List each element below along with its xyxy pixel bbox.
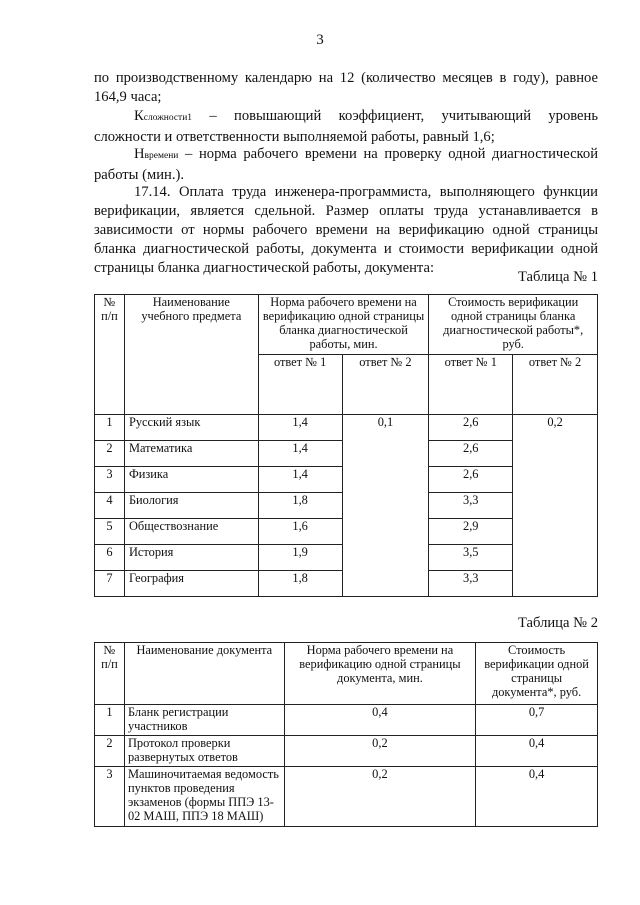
t1-r6-cost1: 3,5: [429, 545, 513, 571]
t1-r6-subject: История: [124, 545, 258, 571]
k-description: – повышающий коэффициент, учитывающий уровень сложности и ответственности выполняемой работы, равный 1,6;: [94, 108, 598, 145]
t1-r5-subject: Обществознание: [124, 519, 258, 545]
paragraph-k-coefficient: [94, 107, 598, 147]
t1-r2-norm1: 1,4: [258, 441, 342, 467]
t1-header-num: № п/п: [95, 295, 125, 415]
t2-r2-cost: 0,4: [476, 736, 598, 767]
page-number: 3: [316, 32, 324, 48]
t1-r4-cost1: 3,3: [429, 493, 513, 519]
paragraph-n-norm: [94, 145, 598, 185]
t2-header-doc: Наименование документа: [124, 643, 284, 705]
table-2: [94, 642, 598, 827]
t1-r6-num: 6: [95, 545, 125, 571]
t2-r2-num: 2: [95, 736, 125, 767]
n-symbol: Н: [134, 146, 145, 162]
t1-norm-ans2: 0,1: [342, 415, 429, 597]
t1-r5-cost1: 2,9: [429, 519, 513, 545]
t1-header-ans1-cost: ответ № 1: [429, 355, 513, 415]
t1-r7-subject: География: [124, 571, 258, 597]
p-17-14-text: 17.14. Оплата труда инженера-программиста, выполняющего функции верификации, является сдельной. Размер оплаты труда устанавливается в зависимости от нормы рабочего времени на верификацию одной страницы бланка диагностической работы, документа и стоимости верификации одной страницы бланка диагностической работы, документа:: [94, 184, 598, 276]
t1-r7-norm1: 1,8: [258, 571, 342, 597]
t1-header-subject: Наименование учебного предмета: [124, 295, 258, 415]
t1-header-ans2-norm: ответ № 2: [342, 355, 429, 415]
k-symbol: К: [134, 108, 144, 124]
t2-r3-num: 3: [95, 767, 125, 827]
table-row: [95, 705, 598, 736]
t1-r7-cost1: 3,3: [429, 571, 513, 597]
p1-line1: по производственному календарю на 12 (количество месяцев в году), равное: [94, 70, 598, 86]
t2-r1-num: 1: [95, 705, 125, 736]
t2-r3-norm: 0,2: [284, 767, 476, 827]
n-description: – норма рабочего времени на проверку одной диагностической работы (мин.).: [94, 146, 598, 183]
t1-r2-num: 2: [95, 441, 125, 467]
paragraph-continuation: [94, 69, 598, 107]
table-1: [94, 294, 598, 597]
k-subscript: сложности1: [143, 113, 193, 123]
paragraph-17-14: [94, 183, 598, 278]
t1-r6-norm1: 1,9: [258, 545, 342, 571]
t2-r1-norm: 0,4: [284, 705, 476, 736]
t1-r3-cost1: 2,6: [429, 467, 513, 493]
t1-r2-subject: Математика: [124, 441, 258, 467]
t1-r3-subject: Физика: [124, 467, 258, 493]
t2-r1-cost: 0,7: [476, 705, 598, 736]
table-row: [95, 736, 598, 767]
table2-caption: Таблица № 2: [518, 615, 598, 631]
t1-cost-ans2: 0,2: [513, 415, 598, 597]
t2-r3-cost: 0,4: [476, 767, 598, 827]
t2-r3-doc: Машиночитаемая ведомость пунктов проведения экзаменов (формы ППЭ 13-02 МАШ, ППЭ 18 МАШ): [124, 767, 284, 827]
t1-r5-num: 5: [95, 519, 125, 545]
p1-line2: 164,9 часа;: [94, 89, 162, 105]
t2-header-cost: Стоимость верификации одной страницы документа*, руб.: [476, 643, 598, 705]
t1-r4-norm1: 1,8: [258, 493, 342, 519]
t2-header-norm: Норма рабочего времени на верификацию одной страницы документа, мин.: [284, 643, 476, 705]
t1-header-norm: Норма рабочего времени на верификацию одной страницы бланка диагностической работы, мин.: [258, 295, 429, 355]
t1-header-ans2-cost: ответ № 2: [513, 355, 598, 415]
t2-r2-doc: Протокол проверки развернутых ответов: [124, 736, 284, 767]
t1-r1-num: 1: [95, 415, 125, 441]
t1-r4-subject: Биология: [124, 493, 258, 519]
t1-header-cost: Стоимость верификации одной страницы бланка диагностической работы*, руб.: [429, 295, 598, 355]
t1-r3-num: 3: [95, 467, 125, 493]
t2-r1-doc: Бланк регистрации участников: [124, 705, 284, 736]
t1-r1-subject: Русский язык: [124, 415, 258, 441]
t1-r1-norm1: 1,4: [258, 415, 342, 441]
t1-r3-norm1: 1,4: [258, 467, 342, 493]
t1-r1-cost1: 2,6: [429, 415, 513, 441]
t1-header-ans1-norm: ответ № 1: [258, 355, 342, 415]
t2-header-num: № п/п: [95, 643, 125, 705]
t1-r5-norm1: 1,6: [258, 519, 342, 545]
table-row: [95, 767, 598, 827]
t1-r7-num: 7: [95, 571, 125, 597]
table-row: [95, 415, 598, 441]
table1-caption: Таблица № 1: [518, 269, 598, 285]
t1-r2-cost1: 2,6: [429, 441, 513, 467]
t2-r2-norm: 0,2: [284, 736, 476, 767]
n-subscript: времени: [144, 151, 179, 161]
t1-r4-num: 4: [95, 493, 125, 519]
